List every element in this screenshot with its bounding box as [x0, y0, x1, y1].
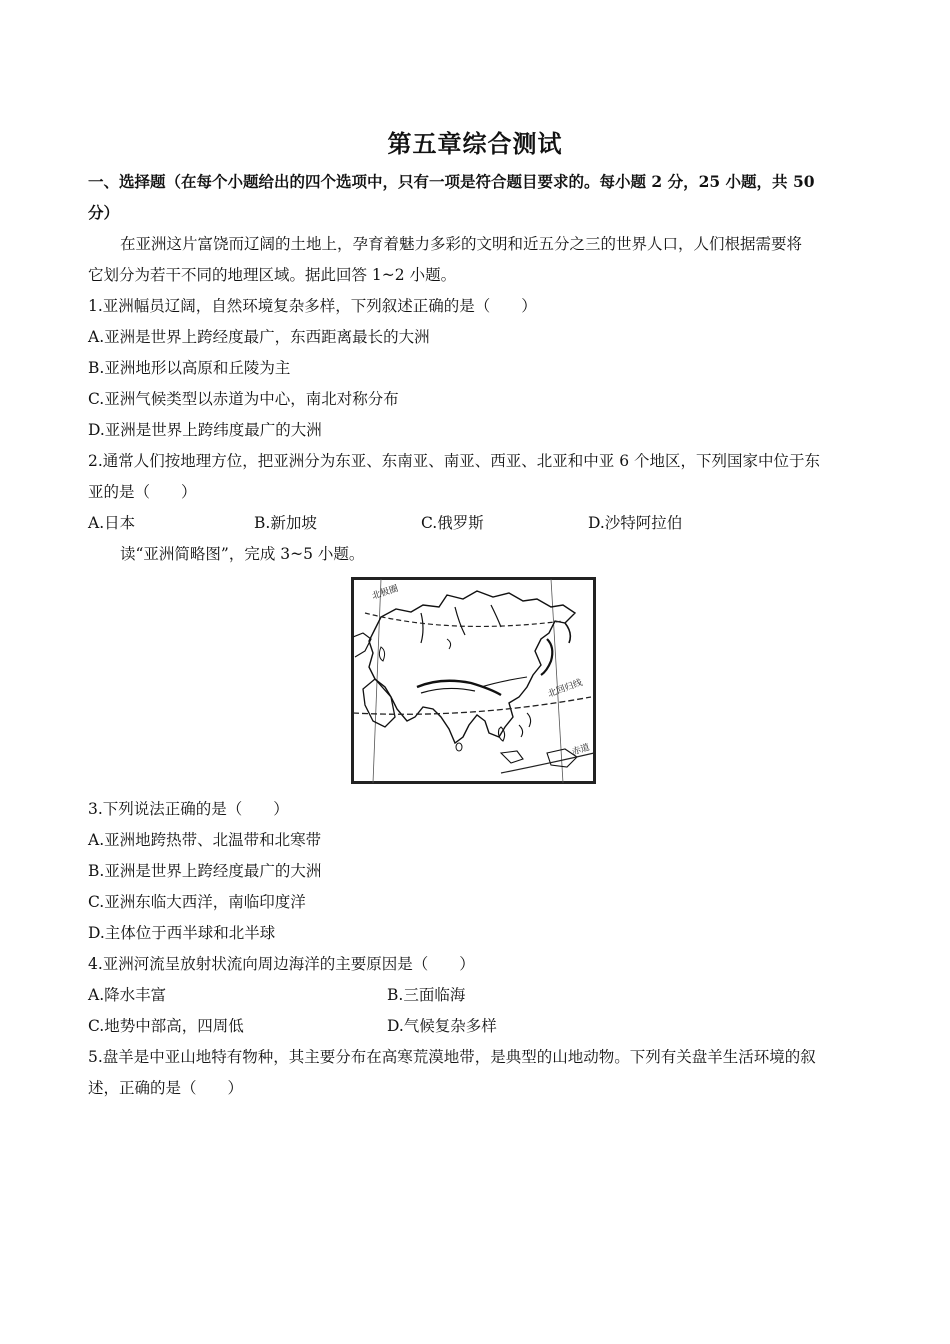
- question-1-stem: 1.亚洲幅员辽阔，自然环境复杂多样，下列叙述正确的是（ ）: [88, 297, 537, 315]
- intro-paragraph-1: 在亚洲这片富饶而辽阔的土地上，孕育着魅力多彩的文明和近五分之三的世界人口，人们根据需要将: [120, 235, 803, 253]
- question-2-option-c[interactable]: C.俄罗斯: [421, 514, 484, 532]
- section-header-cont: 分）: [88, 203, 120, 222]
- question-3-option-b[interactable]: B.亚洲是世界上跨经度最广的大洲: [88, 862, 322, 880]
- page-title: 第五章综合测试: [387, 129, 563, 158]
- question-4-option-c[interactable]: C.地势中部高，四周低: [88, 1017, 244, 1035]
- asia-sketch-map: [351, 577, 596, 784]
- question-5-stem-cont: 述，正确的是（ ）: [88, 1079, 244, 1097]
- question-2-option-d[interactable]: D.沙特阿拉伯: [588, 514, 683, 532]
- question-4-option-a[interactable]: A.降水丰富: [88, 986, 167, 1004]
- question-4-option-d[interactable]: D.气候复杂多样: [387, 1017, 497, 1035]
- map-label-arctic-circle: 北极圈: [370, 583, 400, 602]
- question-4-option-b[interactable]: B.三面临海: [387, 986, 466, 1004]
- question-1-option-c[interactable]: C.亚洲气候类型以赤道为中心，南北对称分布: [88, 390, 399, 408]
- section-header: 一、选择题（在每个小题给出的四个选项中，只有一项是符合题目要求的。每小题 2 分，25 小题，共 50: [88, 172, 815, 191]
- question-2-stem: 2.通常人们按地理方位，把亚洲分为东亚、东南亚、南亚、西亚、北亚和中亚 6 个地区，下列国家中位于东: [88, 452, 821, 470]
- question-1-option-d[interactable]: D.亚洲是世界上跨纬度最广的大洲: [88, 421, 322, 439]
- question-2-option-a[interactable]: A.日本: [88, 514, 136, 532]
- intro-paragraph-1-cont: 它划分为若干不同的地理区域。据此回答 1~2 小题。: [88, 266, 457, 284]
- question-4-stem: 4.亚洲河流呈放射状流向周边海洋的主要原因是（ ）: [88, 955, 475, 973]
- question-5-stem: 5.盘羊是中亚山地特有物种，其主要分布在高寒荒漠地带，是典型的山地动物。下列有关盘羊生活环境的叙: [88, 1048, 816, 1066]
- question-1-option-a[interactable]: A.亚洲是世界上跨经度最广，东西距离最长的大洲: [88, 328, 430, 346]
- map-label-tropic-of-cancer: 北回归线: [546, 678, 584, 700]
- question-3-option-a[interactable]: A.亚洲地跨热带、北温带和北寒带: [88, 831, 322, 849]
- question-2-stem-cont: 亚的是（ ）: [88, 483, 197, 501]
- question-2-option-b[interactable]: B.新加坡: [254, 514, 317, 532]
- question-3-option-d[interactable]: D.主体位于西半球和北半球: [88, 924, 276, 942]
- question-3-option-c[interactable]: C.亚洲东临大西洋，南临印度洋: [88, 893, 306, 911]
- question-3-stem: 3.下列说法正确的是（ ）: [88, 800, 289, 818]
- map-frame: [353, 579, 595, 783]
- map-label-equator: 赤道: [570, 742, 592, 758]
- intro-paragraph-2: 读“亚洲简略图”，完成 3~5 小题。: [120, 545, 365, 563]
- question-1-option-b[interactable]: B.亚洲地形以高原和丘陵为主: [88, 359, 291, 377]
